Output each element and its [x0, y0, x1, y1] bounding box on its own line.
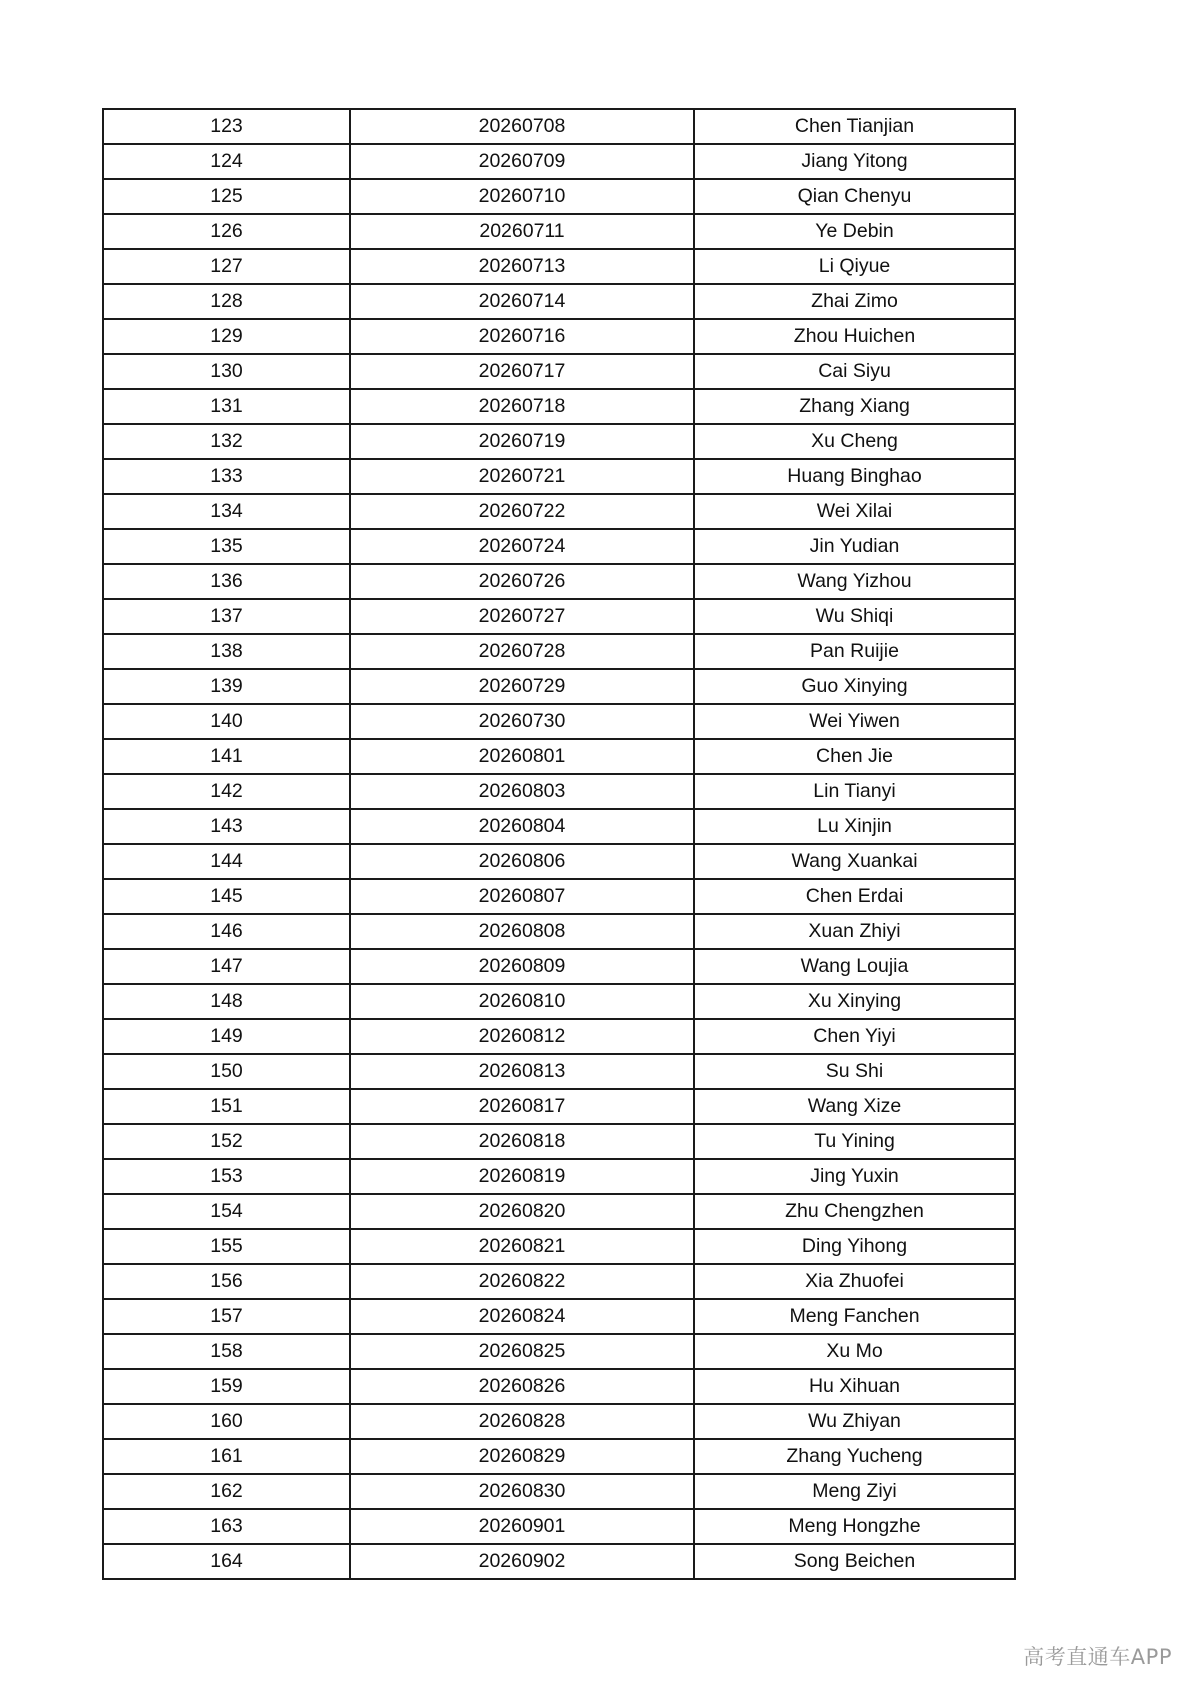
row-number-cell: 133 — [103, 459, 350, 494]
row-number-cell: 147 — [103, 949, 350, 984]
student-name-cell: Ding Yihong — [694, 1229, 1015, 1264]
student-name-cell: Song Beichen — [694, 1544, 1015, 1579]
table-row — [103, 1194, 1015, 1229]
student-id-cell: 20260824 — [350, 1299, 694, 1334]
row-number-cell: 153 — [103, 1159, 350, 1194]
student-name-cell: Xu Mo — [694, 1334, 1015, 1369]
student-id-cell: 20260716 — [350, 319, 694, 354]
student-id-cell: 20260713 — [350, 249, 694, 284]
student-id-cell: 20260719 — [350, 424, 694, 459]
table-row — [103, 389, 1015, 424]
student-name-cell: Meng Ziyi — [694, 1474, 1015, 1509]
table-row — [103, 1404, 1015, 1439]
student-name-cell: Zhang Yucheng — [694, 1439, 1015, 1474]
student-name-cell: Guo Xinying — [694, 669, 1015, 704]
table-row — [103, 529, 1015, 564]
table-row — [103, 1089, 1015, 1124]
row-number-cell: 145 — [103, 879, 350, 914]
student-name-cell: Wei Xilai — [694, 494, 1015, 529]
student-id-cell: 20260727 — [350, 599, 694, 634]
table-row — [103, 1474, 1015, 1509]
student-id-cell: 20260808 — [350, 914, 694, 949]
row-number-cell: 144 — [103, 844, 350, 879]
table-row — [103, 214, 1015, 249]
student-name-cell: Chen Jie — [694, 739, 1015, 774]
table-row — [103, 1439, 1015, 1474]
student-id-cell: 20260717 — [350, 354, 694, 389]
student-id-cell: 20260901 — [350, 1509, 694, 1544]
student-id-cell: 20260825 — [350, 1334, 694, 1369]
student-id-cell: 20260829 — [350, 1439, 694, 1474]
watermark: 高考直通车APP — [1023, 1645, 1172, 1669]
row-number-cell: 131 — [103, 389, 350, 424]
student-id-cell: 20260812 — [350, 1019, 694, 1054]
table-row — [103, 599, 1015, 634]
row-number-cell: 127 — [103, 249, 350, 284]
student-name-cell: Meng Fanchen — [694, 1299, 1015, 1334]
student-id-cell: 20260803 — [350, 774, 694, 809]
row-number-cell: 156 — [103, 1264, 350, 1299]
student-name-cell: Zhou Huichen — [694, 319, 1015, 354]
table-row — [103, 564, 1015, 599]
table-row — [103, 1229, 1015, 1264]
row-number-cell: 146 — [103, 914, 350, 949]
student-id-cell: 20260728 — [350, 634, 694, 669]
student-name-cell: Su Shi — [694, 1054, 1015, 1089]
row-number-cell: 142 — [103, 774, 350, 809]
row-number-cell: 135 — [103, 529, 350, 564]
student-name-cell: Lin Tianyi — [694, 774, 1015, 809]
student-id-cell: 20260810 — [350, 984, 694, 1019]
student-name-cell: Tu Yining — [694, 1124, 1015, 1159]
table-row — [103, 844, 1015, 879]
row-number-cell: 163 — [103, 1509, 350, 1544]
student-id-cell: 20260822 — [350, 1264, 694, 1299]
table-row — [103, 879, 1015, 914]
table-row — [103, 284, 1015, 319]
student-name-cell: Wu Zhiyan — [694, 1404, 1015, 1439]
table-row — [103, 109, 1015, 144]
table-row — [103, 319, 1015, 354]
student-name-cell: Zhai Zimo — [694, 284, 1015, 319]
student-name-cell: Wang Xuankai — [694, 844, 1015, 879]
student-name-cell: Zhu Chengzhen — [694, 1194, 1015, 1229]
student-name-cell: Chen Erdai — [694, 879, 1015, 914]
row-number-cell: 130 — [103, 354, 350, 389]
student-id-cell: 20260830 — [350, 1474, 694, 1509]
table-row — [103, 249, 1015, 284]
table-row — [103, 1054, 1015, 1089]
row-number-cell: 161 — [103, 1439, 350, 1474]
row-number-cell: 154 — [103, 1194, 350, 1229]
student-id-cell: 20260818 — [350, 1124, 694, 1159]
table-row — [103, 634, 1015, 669]
student-id-cell: 20260709 — [350, 144, 694, 179]
roster-table-body — [103, 109, 1015, 1579]
row-number-cell: 123 — [103, 109, 350, 144]
table-row — [103, 494, 1015, 529]
student-id-cell: 20260809 — [350, 949, 694, 984]
student-name-cell: Wang Yizhou — [694, 564, 1015, 599]
student-name-cell: Wu Shiqi — [694, 599, 1015, 634]
row-number-cell: 141 — [103, 739, 350, 774]
student-id-cell: 20260813 — [350, 1054, 694, 1089]
student-id-cell: 20260826 — [350, 1369, 694, 1404]
row-number-cell: 151 — [103, 1089, 350, 1124]
table-row — [103, 1124, 1015, 1159]
row-number-cell: 124 — [103, 144, 350, 179]
student-name-cell: Jiang Yitong — [694, 144, 1015, 179]
student-id-cell: 20260817 — [350, 1089, 694, 1124]
row-number-cell: 150 — [103, 1054, 350, 1089]
row-number-cell: 136 — [103, 564, 350, 599]
table-row — [103, 1334, 1015, 1369]
row-number-cell: 129 — [103, 319, 350, 354]
student-id-cell: 20260819 — [350, 1159, 694, 1194]
student-name-cell: Pan Ruijie — [694, 634, 1015, 669]
table-row — [103, 354, 1015, 389]
row-number-cell: 149 — [103, 1019, 350, 1054]
row-number-cell: 140 — [103, 704, 350, 739]
student-id-cell: 20260722 — [350, 494, 694, 529]
student-id-cell: 20260820 — [350, 1194, 694, 1229]
student-name-cell: Ye Debin — [694, 214, 1015, 249]
row-number-cell: 155 — [103, 1229, 350, 1264]
student-name-cell: Lu Xinjin — [694, 809, 1015, 844]
student-name-cell: Zhang Xiang — [694, 389, 1015, 424]
row-number-cell: 164 — [103, 1544, 350, 1579]
student-id-cell: 20260828 — [350, 1404, 694, 1439]
student-id-cell: 20260804 — [350, 809, 694, 844]
student-name-cell: Xia Zhuofei — [694, 1264, 1015, 1299]
table-row — [103, 669, 1015, 704]
student-name-cell: Huang Binghao — [694, 459, 1015, 494]
roster-table — [102, 108, 1016, 1580]
student-name-cell: Xu Xinying — [694, 984, 1015, 1019]
student-name-cell: Jin Yudian — [694, 529, 1015, 564]
student-name-cell: Chen Yiyi — [694, 1019, 1015, 1054]
row-number-cell: 138 — [103, 634, 350, 669]
row-number-cell: 139 — [103, 669, 350, 704]
row-number-cell: 128 — [103, 284, 350, 319]
table-row — [103, 1509, 1015, 1544]
row-number-cell: 148 — [103, 984, 350, 1019]
row-number-cell: 137 — [103, 599, 350, 634]
student-name-cell: Cai Siyu — [694, 354, 1015, 389]
student-name-cell: Wei Yiwen — [694, 704, 1015, 739]
table-row — [103, 914, 1015, 949]
table-row — [103, 424, 1015, 459]
table-row — [103, 704, 1015, 739]
row-number-cell: 160 — [103, 1404, 350, 1439]
student-id-cell: 20260718 — [350, 389, 694, 424]
student-name-cell: Wang Loujia — [694, 949, 1015, 984]
student-id-cell: 20260714 — [350, 284, 694, 319]
student-name-cell: Li Qiyue — [694, 249, 1015, 284]
student-id-cell: 20260710 — [350, 179, 694, 214]
row-number-cell: 152 — [103, 1124, 350, 1159]
table-row — [103, 1299, 1015, 1334]
row-number-cell: 126 — [103, 214, 350, 249]
student-name-cell: Xuan Zhiyi — [694, 914, 1015, 949]
student-name-cell: Jing Yuxin — [694, 1159, 1015, 1194]
student-name-cell: Wang Xize — [694, 1089, 1015, 1124]
table-row — [103, 1019, 1015, 1054]
student-id-cell: 20260806 — [350, 844, 694, 879]
student-id-cell: 20260721 — [350, 459, 694, 494]
student-id-cell: 20260821 — [350, 1229, 694, 1264]
table-row — [103, 1264, 1015, 1299]
table-row — [103, 459, 1015, 494]
student-id-cell: 20260807 — [350, 879, 694, 914]
row-number-cell: 132 — [103, 424, 350, 459]
student-id-cell: 20260730 — [350, 704, 694, 739]
table-row — [103, 1159, 1015, 1194]
student-id-cell: 20260801 — [350, 739, 694, 774]
table-row — [103, 774, 1015, 809]
table-row — [103, 1369, 1015, 1404]
table-row — [103, 179, 1015, 214]
student-name-cell: Chen Tianjian — [694, 109, 1015, 144]
table-row — [103, 144, 1015, 179]
table-row — [103, 739, 1015, 774]
student-name-cell: Hu Xihuan — [694, 1369, 1015, 1404]
student-name-cell: Meng Hongzhe — [694, 1509, 1015, 1544]
row-number-cell: 125 — [103, 179, 350, 214]
row-number-cell: 143 — [103, 809, 350, 844]
student-id-cell: 20260708 — [350, 109, 694, 144]
table-row — [103, 809, 1015, 844]
row-number-cell: 162 — [103, 1474, 350, 1509]
student-name-cell: Qian Chenyu — [694, 179, 1015, 214]
table-row — [103, 1544, 1015, 1579]
student-id-cell: 20260711 — [350, 214, 694, 249]
row-number-cell: 134 — [103, 494, 350, 529]
student-id-cell: 20260902 — [350, 1544, 694, 1579]
row-number-cell: 157 — [103, 1299, 350, 1334]
student-id-cell: 20260726 — [350, 564, 694, 599]
table-row — [103, 949, 1015, 984]
student-name-cell: Xu Cheng — [694, 424, 1015, 459]
row-number-cell: 158 — [103, 1334, 350, 1369]
student-id-cell: 20260724 — [350, 529, 694, 564]
row-number-cell: 159 — [103, 1369, 350, 1404]
document-page — [102, 108, 1014, 1580]
student-id-cell: 20260729 — [350, 669, 694, 704]
table-row — [103, 984, 1015, 1019]
